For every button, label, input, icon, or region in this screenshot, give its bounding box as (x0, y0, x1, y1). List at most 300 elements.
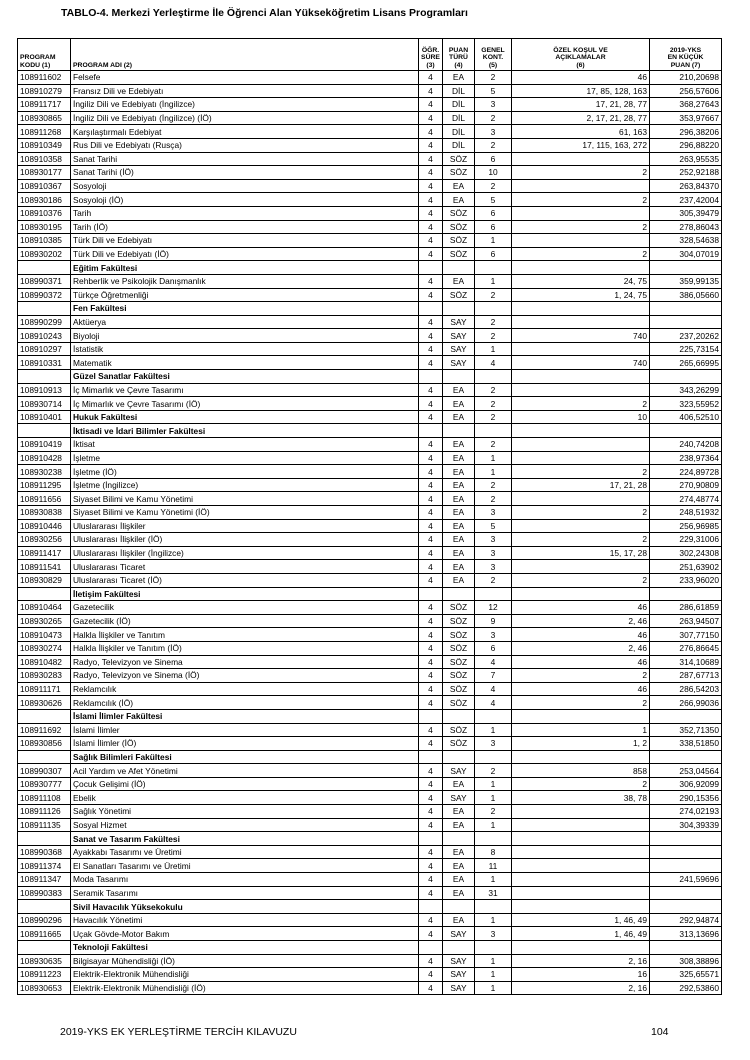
min-score: 263,95535 (650, 152, 722, 166)
program-code: 108930238 (18, 465, 71, 479)
quota: 12 (475, 601, 512, 615)
score-type: DİL (443, 111, 475, 125)
footer-guide-title: 2019-YKS EK YERLEŞTİRME TERCİH KILAVUZU (60, 1026, 297, 1038)
section-code-cell (18, 370, 71, 384)
section-code-cell (18, 832, 71, 846)
score-type: EA (443, 818, 475, 832)
program-name: Fransız Dili ve Edebiyatı (71, 84, 419, 98)
special-conditions (512, 519, 650, 533)
special-conditions (512, 845, 650, 859)
quota: 1 (475, 342, 512, 356)
duration: 4 (419, 288, 443, 302)
program-name: Türkçe Öğretmenliği (71, 288, 419, 302)
score-type: EA (443, 859, 475, 873)
section-title: Sivil Havacılık Yüksekokulu (71, 900, 419, 914)
min-score: 308,38896 (650, 954, 722, 968)
table-row (18, 859, 722, 873)
quota: 2 (475, 805, 512, 819)
program-code: 108910279 (18, 84, 71, 98)
program-name: İslami İlimler (71, 723, 419, 737)
quota: 7 (475, 669, 512, 683)
quota: 1 (475, 274, 512, 288)
quota: 2 (475, 438, 512, 452)
score-type: SÖZ (443, 152, 475, 166)
program-code: 108910349 (18, 138, 71, 152)
section-row (18, 900, 722, 914)
program-name: Reklamcılık (71, 682, 419, 696)
quota: 6 (475, 152, 512, 166)
min-score (650, 845, 722, 859)
special-conditions: 38, 78 (512, 791, 650, 805)
program-name: Radyo, Televizyon ve Sinema (İÖ) (71, 669, 419, 683)
special-conditions: 46 (512, 628, 650, 642)
table-row (18, 614, 722, 628)
special-conditions: 2 (512, 777, 650, 791)
min-score: 306,92099 (650, 777, 722, 791)
score-type: DİL (443, 84, 475, 98)
score-type: SÖZ (443, 234, 475, 248)
header-program-code: PROGRAM KODU (1) (18, 39, 71, 71)
program-code: 108930202 (18, 247, 71, 261)
duration: 4 (419, 764, 443, 778)
special-conditions (512, 492, 650, 506)
special-conditions: 2 (512, 247, 650, 261)
program-name: Bilgisayar Mühendisliği (İÖ) (71, 954, 419, 968)
min-score: 210,20698 (650, 71, 722, 85)
min-score (650, 315, 722, 329)
program-name: Biyoloji (71, 329, 419, 343)
score-type: EA (443, 886, 475, 900)
section-empty-score-type (443, 370, 475, 384)
table-row (18, 601, 722, 615)
section-title: Sanat ve Tasarım Fakültesi (71, 832, 419, 846)
duration: 4 (419, 274, 443, 288)
duration: 4 (419, 845, 443, 859)
duration: 4 (419, 560, 443, 574)
duration: 4 (419, 737, 443, 751)
score-type: EA (443, 913, 475, 927)
section-empty-quota (475, 941, 512, 955)
table-row (18, 873, 722, 887)
duration: 4 (419, 179, 443, 193)
section-empty-special-conditions (512, 832, 650, 846)
program-name: Moda Tasarımı (71, 873, 419, 887)
min-score (650, 886, 722, 900)
section-empty-min-score (650, 302, 722, 316)
section-title: İktisadi ve İdari Bilimler Fakültesi (71, 424, 419, 438)
section-empty-min-score (650, 370, 722, 384)
special-conditions: 2 (512, 669, 650, 683)
programs-table (17, 38, 722, 995)
table-row (18, 342, 722, 356)
score-type: SÖZ (443, 723, 475, 737)
section-empty-quota (475, 370, 512, 384)
section-empty-min-score (650, 261, 722, 275)
table-row (18, 777, 722, 791)
quota: 6 (475, 220, 512, 234)
quota: 31 (475, 886, 512, 900)
table-row (18, 356, 722, 370)
special-conditions: 1 (512, 723, 650, 737)
program-code: 108930186 (18, 193, 71, 207)
table-row (18, 329, 722, 343)
quota: 5 (475, 193, 512, 207)
special-conditions (512, 342, 650, 356)
duration: 4 (419, 573, 443, 587)
program-name: İngiliz Dili ve Edebiyatı (İngilizce) (71, 98, 419, 112)
program-code: 108930256 (18, 533, 71, 547)
program-code: 108911135 (18, 818, 71, 832)
special-conditions: 2 (512, 193, 650, 207)
duration: 4 (419, 492, 443, 506)
duration: 4 (419, 410, 443, 424)
score-type: SÖZ (443, 737, 475, 751)
duration: 4 (419, 356, 443, 370)
program-code: 108911295 (18, 478, 71, 492)
table-row (18, 98, 722, 112)
program-name: Radyo, Televizyon ve Sinema (71, 655, 419, 669)
program-name: Havacılık Yönetimi (71, 913, 419, 927)
min-score: 237,42004 (650, 193, 722, 207)
program-name: Elektrik-Elektronik Mühendisliği (İÖ) (71, 981, 419, 995)
section-empty-duration (419, 750, 443, 764)
program-code: 108910446 (18, 519, 71, 533)
quota: 2 (475, 329, 512, 343)
min-score: 296,38206 (650, 125, 722, 139)
program-code: 108911656 (18, 492, 71, 506)
special-conditions: 2, 17, 21, 28, 77 (512, 111, 650, 125)
duration: 4 (419, 628, 443, 642)
program-name: Uluslararası Ticaret (İÖ) (71, 573, 419, 587)
duration: 4 (419, 383, 443, 397)
min-score: 256,57606 (650, 84, 722, 98)
quota: 1 (475, 913, 512, 927)
program-code: 108990383 (18, 886, 71, 900)
program-name: Karşılaştırmalı Edebiyat (71, 125, 419, 139)
duration: 4 (419, 166, 443, 180)
section-code-cell (18, 750, 71, 764)
section-empty-score-type (443, 900, 475, 914)
program-code: 108930714 (18, 397, 71, 411)
min-score: 278,86043 (650, 220, 722, 234)
duration: 4 (419, 805, 443, 819)
quota: 4 (475, 696, 512, 710)
duration: 4 (419, 927, 443, 941)
quota: 4 (475, 655, 512, 669)
quota: 3 (475, 628, 512, 642)
table-row (18, 519, 722, 533)
duration: 4 (419, 397, 443, 411)
quota: 6 (475, 206, 512, 220)
table-row (18, 71, 722, 85)
quota: 2 (475, 111, 512, 125)
min-score (650, 859, 722, 873)
program-name: İktisat (71, 438, 419, 452)
section-row (18, 261, 722, 275)
program-name: İşletme (71, 451, 419, 465)
score-type: EA (443, 533, 475, 547)
quota: 3 (475, 560, 512, 574)
section-empty-duration (419, 302, 443, 316)
table-row (18, 669, 722, 683)
duration: 4 (419, 478, 443, 492)
special-conditions (512, 383, 650, 397)
program-code: 108910331 (18, 356, 71, 370)
section-empty-special-conditions (512, 424, 650, 438)
quota: 1 (475, 791, 512, 805)
quota: 1 (475, 954, 512, 968)
section-title: Sağlık Bilimleri Fakültesi (71, 750, 419, 764)
program-code: 108990296 (18, 913, 71, 927)
program-code: 108911126 (18, 805, 71, 819)
special-conditions: 17, 21, 28 (512, 478, 650, 492)
program-name: Seramik Tasarımı (71, 886, 419, 900)
score-type: SÖZ (443, 669, 475, 683)
table-row (18, 886, 722, 900)
program-name: Gazetecilik (İÖ) (71, 614, 419, 628)
program-name: Sanat Tarihi (71, 152, 419, 166)
score-type: SÖZ (443, 682, 475, 696)
min-score: 313,13696 (650, 927, 722, 941)
quota: 3 (475, 98, 512, 112)
section-title: İslami İlimler Fakültesi (71, 709, 419, 723)
program-name: Uluslararası İlişkiler (71, 519, 419, 533)
score-type: SÖZ (443, 166, 475, 180)
program-name: Matematik (71, 356, 419, 370)
min-score: 406,52510 (650, 410, 722, 424)
program-code: 108990371 (18, 274, 71, 288)
section-empty-special-conditions (512, 370, 650, 384)
section-empty-score-type (443, 709, 475, 723)
duration: 4 (419, 98, 443, 112)
score-type: DİL (443, 98, 475, 112)
section-empty-quota (475, 424, 512, 438)
section-empty-duration (419, 261, 443, 275)
table-row (18, 696, 722, 710)
section-empty-duration (419, 370, 443, 384)
duration: 4 (419, 138, 443, 152)
score-type: SÖZ (443, 247, 475, 261)
quota: 1 (475, 234, 512, 248)
table-row (18, 220, 722, 234)
special-conditions: 858 (512, 764, 650, 778)
program-code: 108911374 (18, 859, 71, 873)
section-title: Güzel Sanatlar Fakültesi (71, 370, 419, 384)
min-score: 386,05660 (650, 288, 722, 302)
section-empty-special-conditions (512, 709, 650, 723)
section-empty-special-conditions (512, 750, 650, 764)
duration: 4 (419, 125, 443, 139)
duration: 4 (419, 954, 443, 968)
special-conditions: 2, 16 (512, 981, 650, 995)
score-type: EA (443, 560, 475, 574)
score-type: SAY (443, 791, 475, 805)
table-header-row (18, 39, 722, 71)
table-row (18, 166, 722, 180)
program-name: Aktüerya (71, 315, 419, 329)
page-title: TABLO-4. Merkezi Yerleştirme İle Öğrenci Alan Yükseköğretim Lisans Programları (61, 7, 468, 19)
section-empty-score-type (443, 424, 475, 438)
program-code: 108990372 (18, 288, 71, 302)
program-code: 108910358 (18, 152, 71, 166)
min-score: 276,86645 (650, 641, 722, 655)
section-row (18, 750, 722, 764)
table-row (18, 288, 722, 302)
special-conditions: 46 (512, 601, 650, 615)
duration: 4 (419, 546, 443, 560)
table-row (18, 818, 722, 832)
duration: 4 (419, 533, 443, 547)
quota: 2 (475, 71, 512, 85)
min-score: 314,10689 (650, 655, 722, 669)
program-name: Sosyoloji (İÖ) (71, 193, 419, 207)
table-row (18, 206, 722, 220)
section-empty-special-conditions (512, 941, 650, 955)
special-conditions: 61, 163 (512, 125, 650, 139)
special-conditions: 10 (512, 410, 650, 424)
section-empty-score-type (443, 302, 475, 316)
table-row (18, 546, 722, 560)
duration: 4 (419, 206, 443, 220)
program-code: 108910297 (18, 342, 71, 356)
score-type: SAY (443, 764, 475, 778)
table-row (18, 410, 722, 424)
score-type: EA (443, 71, 475, 85)
program-code: 108911223 (18, 968, 71, 982)
min-score: 256,96985 (650, 519, 722, 533)
table-row (18, 179, 722, 193)
quota: 2 (475, 138, 512, 152)
program-name: İngiliz Dili ve Edebiyatı (İngilizce) (İÖ) (71, 111, 419, 125)
header-score-type: PUAN TÜRÜ (4) (443, 39, 475, 71)
program-code: 108930195 (18, 220, 71, 234)
quota: 2 (475, 397, 512, 411)
table-row (18, 737, 722, 751)
duration: 4 (419, 655, 443, 669)
quota: 4 (475, 356, 512, 370)
special-conditions (512, 206, 650, 220)
special-conditions: 17, 115, 163, 272 (512, 138, 650, 152)
duration: 4 (419, 315, 443, 329)
score-type: SAY (443, 954, 475, 968)
program-name: El Sanatları Tasarımı ve Üretimi (71, 859, 419, 873)
duration: 4 (419, 465, 443, 479)
program-name: Halkla İlişkiler ve Tanıtım (71, 628, 419, 642)
section-empty-duration (419, 941, 443, 955)
min-score: 241,59696 (650, 873, 722, 887)
special-conditions (512, 859, 650, 873)
score-type: EA (443, 397, 475, 411)
special-conditions: 46 (512, 682, 650, 696)
min-score: 238,97364 (650, 451, 722, 465)
score-type: SAY (443, 981, 475, 995)
program-code: 108910482 (18, 655, 71, 669)
program-code: 108911347 (18, 873, 71, 887)
score-type: SÖZ (443, 696, 475, 710)
special-conditions (512, 805, 650, 819)
table-row (18, 478, 722, 492)
min-score: 290,15356 (650, 791, 722, 805)
section-title: Fen Fakültesi (71, 302, 419, 316)
program-name: Sosyoloji (71, 179, 419, 193)
min-score: 225,73154 (650, 342, 722, 356)
min-score: 240,74208 (650, 438, 722, 452)
program-name: Rehberlik ve Psikolojik Danışmanlık (71, 274, 419, 288)
quota: 2 (475, 410, 512, 424)
duration: 4 (419, 669, 443, 683)
program-code: 108930265 (18, 614, 71, 628)
section-row (18, 587, 722, 601)
min-score: 274,48774 (650, 492, 722, 506)
special-conditions: 740 (512, 329, 650, 343)
score-type: SÖZ (443, 641, 475, 655)
min-score: 353,97667 (650, 111, 722, 125)
program-name: Sağlık Yönetimi (71, 805, 419, 819)
table-row (18, 628, 722, 642)
section-code-cell (18, 941, 71, 955)
duration: 4 (419, 342, 443, 356)
duration: 4 (419, 84, 443, 98)
min-score: 325,65571 (650, 968, 722, 982)
duration: 4 (419, 818, 443, 832)
min-score: 270,90809 (650, 478, 722, 492)
quota: 2 (475, 288, 512, 302)
special-conditions (512, 873, 650, 887)
table-row (18, 913, 722, 927)
program-code: 108911692 (18, 723, 71, 737)
min-score: 343,26299 (650, 383, 722, 397)
score-type: EA (443, 519, 475, 533)
special-conditions: 46 (512, 655, 650, 669)
program-code: 108930626 (18, 696, 71, 710)
header-min-score: 2019-YKS EN KÜÇÜK PUAN (7) (650, 39, 722, 71)
program-code: 108930838 (18, 506, 71, 520)
quota: 1 (475, 981, 512, 995)
program-code: 108930635 (18, 954, 71, 968)
section-empty-score-type (443, 261, 475, 275)
min-score: 292,53860 (650, 981, 722, 995)
quota: 9 (475, 614, 512, 628)
program-code: 108930274 (18, 641, 71, 655)
table-row (18, 492, 722, 506)
table-row (18, 111, 722, 125)
special-conditions (512, 560, 650, 574)
min-score: 304,07019 (650, 247, 722, 261)
table-row (18, 234, 722, 248)
quota: 3 (475, 546, 512, 560)
program-name: Ebelik (71, 791, 419, 805)
score-type: SÖZ (443, 655, 475, 669)
min-score: 266,99036 (650, 696, 722, 710)
special-conditions: 16 (512, 968, 650, 982)
header-special-conditions: ÖZEL KOŞUL VE AÇIKLAMALAR (6) (512, 39, 650, 71)
program-name: Acil Yardım ve Afet Yönetimi (71, 764, 419, 778)
section-row (18, 832, 722, 846)
score-type: EA (443, 573, 475, 587)
min-score: 359,99135 (650, 274, 722, 288)
special-conditions: 2, 46 (512, 641, 650, 655)
program-name: İslami İlimler (İÖ) (71, 737, 419, 751)
duration: 4 (419, 968, 443, 982)
page-number: 104 (651, 1026, 669, 1038)
section-row (18, 941, 722, 955)
min-score: 229,31006 (650, 533, 722, 547)
section-row (18, 424, 722, 438)
section-empty-quota (475, 261, 512, 275)
duration: 4 (419, 438, 443, 452)
min-score: 286,54203 (650, 682, 722, 696)
min-score: 237,20262 (650, 329, 722, 343)
